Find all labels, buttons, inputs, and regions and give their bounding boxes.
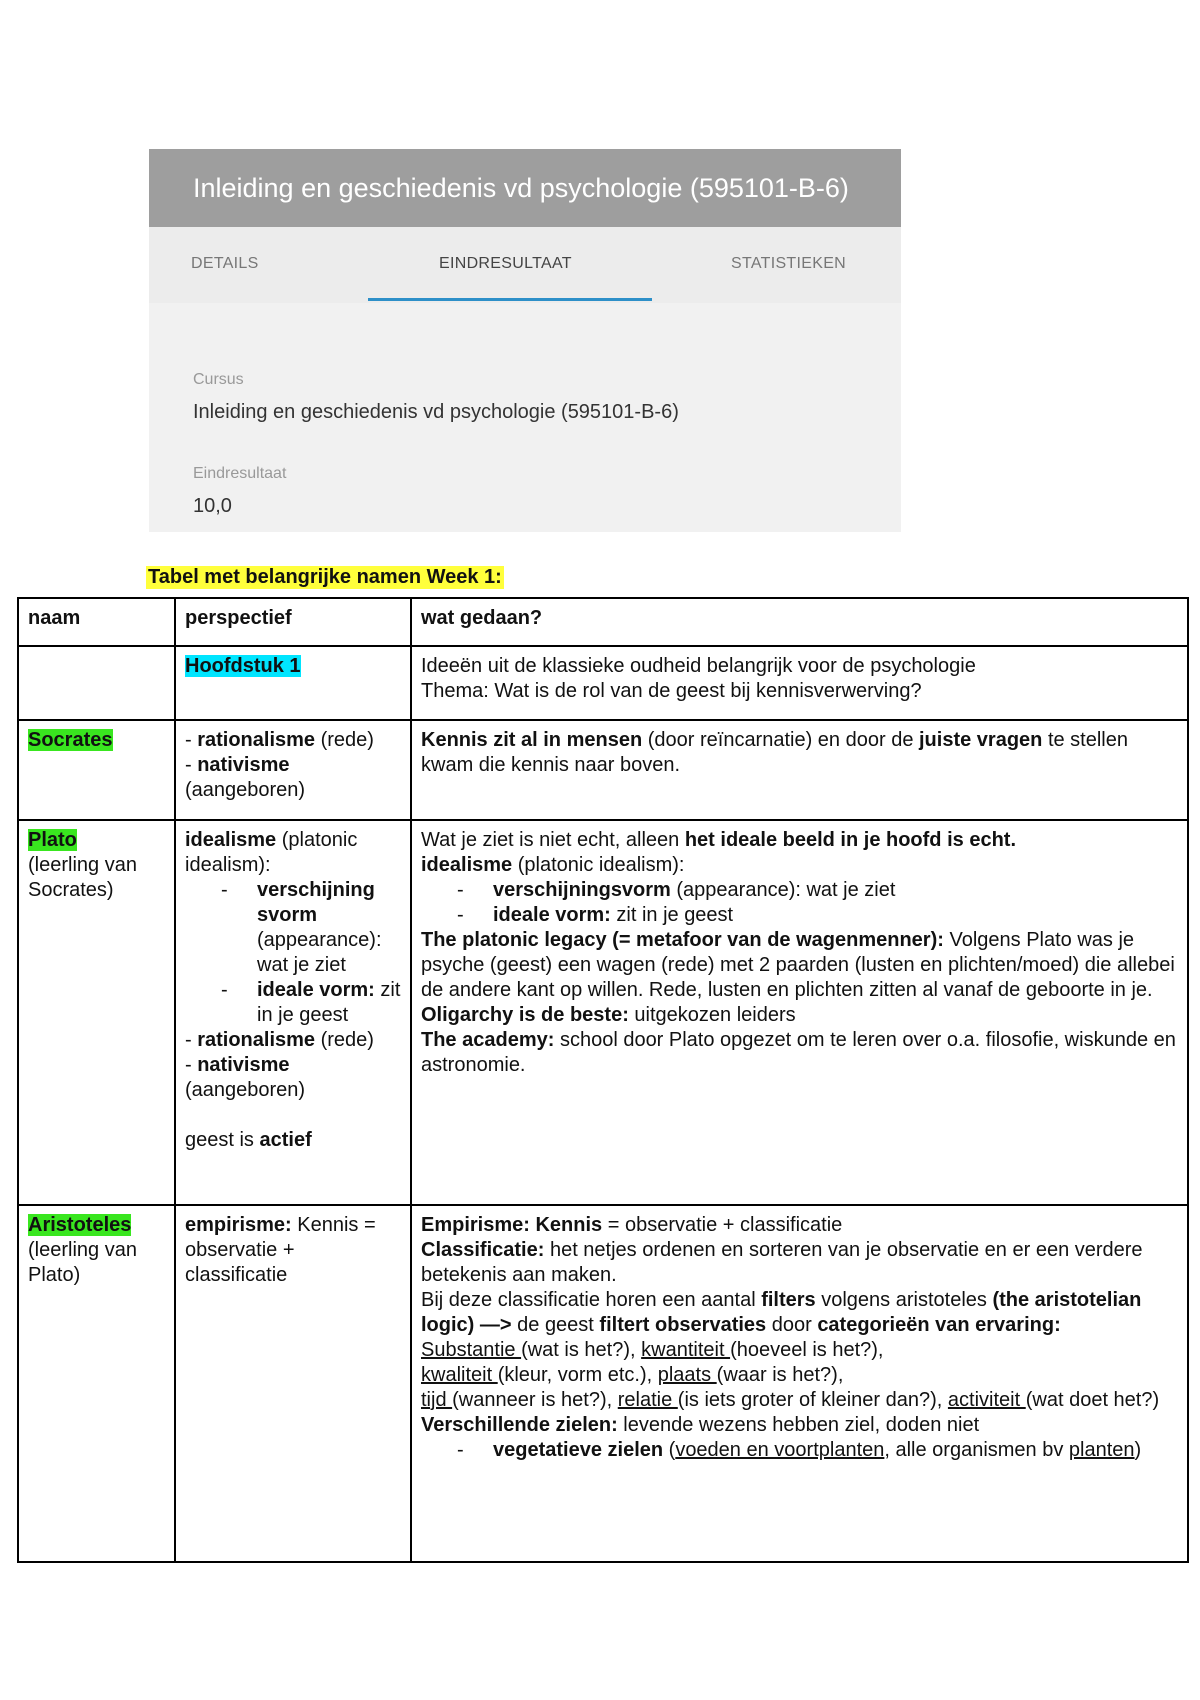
table-header-row	[18, 598, 1188, 646]
card-title: Inleiding en geschiedenis vd psychologie (595101-B-6)	[193, 172, 849, 203]
naam-cell	[18, 820, 175, 1205]
name-plato: Plato	[28, 829, 77, 851]
chapter-label: Hoofdstuk 1	[185, 655, 301, 677]
active-tab-indicator	[368, 298, 652, 301]
header-perspectief: perspectief	[175, 598, 411, 646]
perspectief-cell: idealisme (platonic idealism): - verschijning svorm (appearance): wat je ziet - ideale vorm: zit in je geest - rationalisme (rede) - nativisme (aangeboren) geest is actief	[175, 820, 411, 1205]
names-table	[17, 597, 1189, 1563]
name-socrates: Socrates	[28, 729, 113, 751]
perspectief-cell: empirisme: Kennis = observatie + classificatie	[175, 1205, 411, 1562]
header-wat-gedaan: wat gedaan?	[411, 598, 1188, 646]
table-row	[18, 720, 1188, 820]
result-value: 10,0	[193, 495, 232, 517]
name-aristoteles: Aristoteles	[28, 1214, 132, 1236]
course-result-card	[149, 149, 901, 532]
wat-cell: Empirisme: Kennis = observatie + classificatie Classificatie: het netjes ordenen en sorteren van je observatie en er een verdere betekenis aan maken. Bij deze classificatie horen een aantal filters volgens aristoteles (the aristotelian logic) —> de geest filtert observaties door categorieën van ervaring: Substantie (wat is het?), kwantiteit (hoeveel is het?), kwaliteit (kleur, vorm etc.), plaats (waar is het?), tijd (wanneer is het?), relatie (is iets groter of kleiner dan?), activiteit (wat doet het?) Verschillende zielen: levende wezens hebben ziel, doden niet - vegetatieve zielen (voeden en voortplanten, alle organismen bv planten)	[411, 1205, 1188, 1562]
course-value: Inleiding en geschiedenis vd psychologie (595101-B-6)	[193, 401, 679, 423]
wat-cell	[411, 646, 1188, 720]
wat-cell: Wat je ziet is niet echt, alleen het ideale beeld in je hoofd is echt. idealisme (platonic idealism): - verschijningsvorm (appearance): wat je ziet - ideale vorm: zit in je geest The platonic legacy (= metafoor van de wagenmenner): Volgens Plato was je psyche (geest) een wagen (rede) met 2 paarden (lusten en plichten/moed) die allebei de andere kant op willen. Rede, lusten en plichten zitten al vanaf de geboorte in je. Oligarchy is de beste: uitgekozen leiders The academy: school door Plato opgezet om te leren over o.a. filosofie, wiskunde en astronomie.	[411, 820, 1188, 1205]
perspectief-cell	[175, 646, 411, 720]
name-sub: (leerling van Socrates)	[28, 854, 137, 901]
wat-cell: Kennis zit al in mensen (door reïncarnatie) en door de juiste vragen te stellen kwam die kennis naar boven.	[411, 720, 1188, 820]
theme-text: Thema: Wat is de rol van de geest bij kennisverwerving?	[421, 680, 922, 702]
tab-eindresultaat[interactable]: EINDRESULTAAT	[439, 255, 572, 272]
naam-cell	[18, 720, 175, 820]
tab-details[interactable]: DETAILS	[191, 255, 259, 272]
card-header	[149, 149, 901, 227]
naam-cell	[18, 646, 175, 720]
table-row	[18, 820, 1188, 1205]
tab-bar	[149, 227, 901, 303]
naam-cell	[18, 1205, 175, 1562]
intro-text: Ideeën uit de klassieke oudheid belangrijk voor de psychologie	[421, 655, 976, 677]
table-heading: Tabel met belangrijke namen Week 1:	[148, 566, 502, 588]
tab-statistieken[interactable]: STATISTIEKEN	[731, 255, 847, 272]
name-sub: (leerling van Plato)	[28, 1239, 137, 1286]
perspectief-cell: - rationalisme (rede) - nativisme (aangeboren)	[175, 720, 411, 820]
table-row	[18, 1205, 1188, 1562]
course-label: Cursus	[193, 371, 244, 388]
table-row	[18, 646, 1188, 720]
header-naam: naam	[18, 598, 175, 646]
result-label: Eindresultaat	[193, 465, 287, 482]
